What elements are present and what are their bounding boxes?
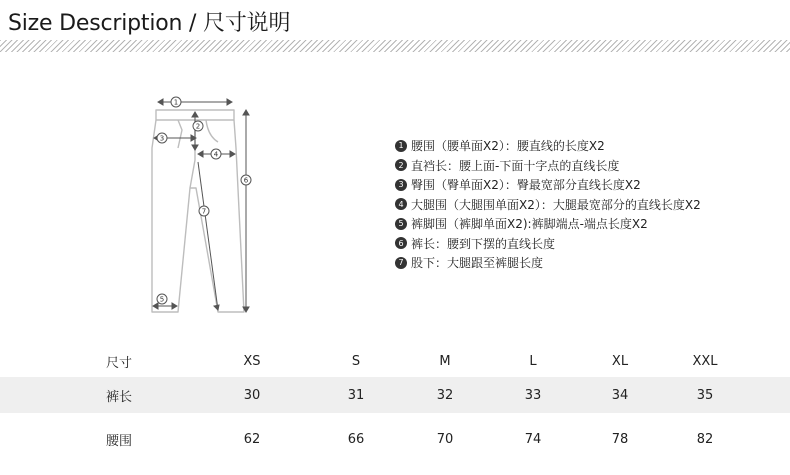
legend-text: 大腿围（大腿围单面X2）：大腿最宽部分的直线长度X2: [411, 197, 701, 212]
svg-text:4: 4: [213, 150, 219, 159]
size-header-xxl: XXL: [692, 353, 718, 369]
table-cell: 74: [524, 431, 542, 447]
table-cell: 70: [436, 431, 454, 447]
legend-item: [395, 234, 701, 254]
table-header-row: [0, 345, 790, 377]
legend-item: [395, 175, 701, 195]
size-header-m: M: [439, 353, 451, 369]
table-cell: 62: [243, 431, 261, 447]
size-header-xl: XL: [611, 353, 629, 369]
svg-text:6: 6: [243, 176, 249, 185]
table-cell: 35: [696, 387, 714, 403]
legend-item: [395, 253, 701, 273]
size-table: [0, 345, 790, 457]
legend-item: [395, 195, 701, 215]
svg-text:5: 5: [159, 295, 165, 304]
hatch-divider: [0, 40, 790, 52]
table-cell: 30: [243, 387, 261, 403]
table-header-label: 尺寸: [106, 355, 133, 371]
size-header-s: S: [351, 353, 361, 369]
legend-text: 裤脚围（裤脚单面X2):裤脚端点-端点长度X2: [411, 217, 648, 232]
legend-item: [395, 156, 701, 176]
page-title: Size Description / 尺寸说明: [8, 11, 291, 36]
table-cell: 34: [611, 387, 629, 403]
table-cell: 31: [347, 387, 365, 403]
table-cell: 82: [696, 431, 714, 447]
number-badge-icon: 3: [395, 179, 407, 191]
table-row: [0, 377, 790, 413]
number-badge-icon: 4: [395, 198, 407, 210]
number-badge-icon: 1: [395, 140, 407, 152]
table-cell: 78: [611, 431, 629, 447]
table-cell: 32: [436, 387, 454, 403]
legend-text: 腰围（腰单面X2）：腰直线的长度X2: [411, 139, 605, 154]
row-label: 裤长: [106, 389, 133, 405]
legend-text: 股下：大腿跟至裤腿长度: [411, 256, 544, 271]
size-header-l: L: [529, 353, 537, 369]
table-cell: 33: [524, 387, 542, 403]
legend-item: [395, 214, 701, 234]
number-badge-icon: 7: [395, 257, 407, 269]
svg-text:3: 3: [159, 134, 165, 143]
svg-text:2: 2: [195, 122, 201, 131]
table-cell: 66: [347, 431, 365, 447]
svg-text:1: 1: [173, 98, 179, 107]
legend-item: [395, 136, 701, 156]
row-spacer: [0, 413, 790, 421]
row-label: 腰围: [106, 433, 133, 449]
size-header-xs: XS: [243, 353, 261, 369]
pants-measurement-diagram: [138, 88, 268, 328]
number-badge-icon: 6: [395, 237, 407, 249]
legend-text: 臀围（臀单面X2）：臀最宽部分直线长度X2: [411, 178, 641, 193]
number-badge-icon: 2: [395, 159, 407, 171]
number-badge-icon: 5: [395, 218, 407, 230]
svg-text:7: 7: [201, 207, 207, 216]
legend-text: 直裆长：腰上面-下面十字点的直线长度: [411, 158, 620, 173]
measurement-legend: [395, 136, 701, 273]
table-row: [0, 421, 790, 457]
legend-text: 裤长：腰到下摆的直线长度: [411, 236, 556, 251]
